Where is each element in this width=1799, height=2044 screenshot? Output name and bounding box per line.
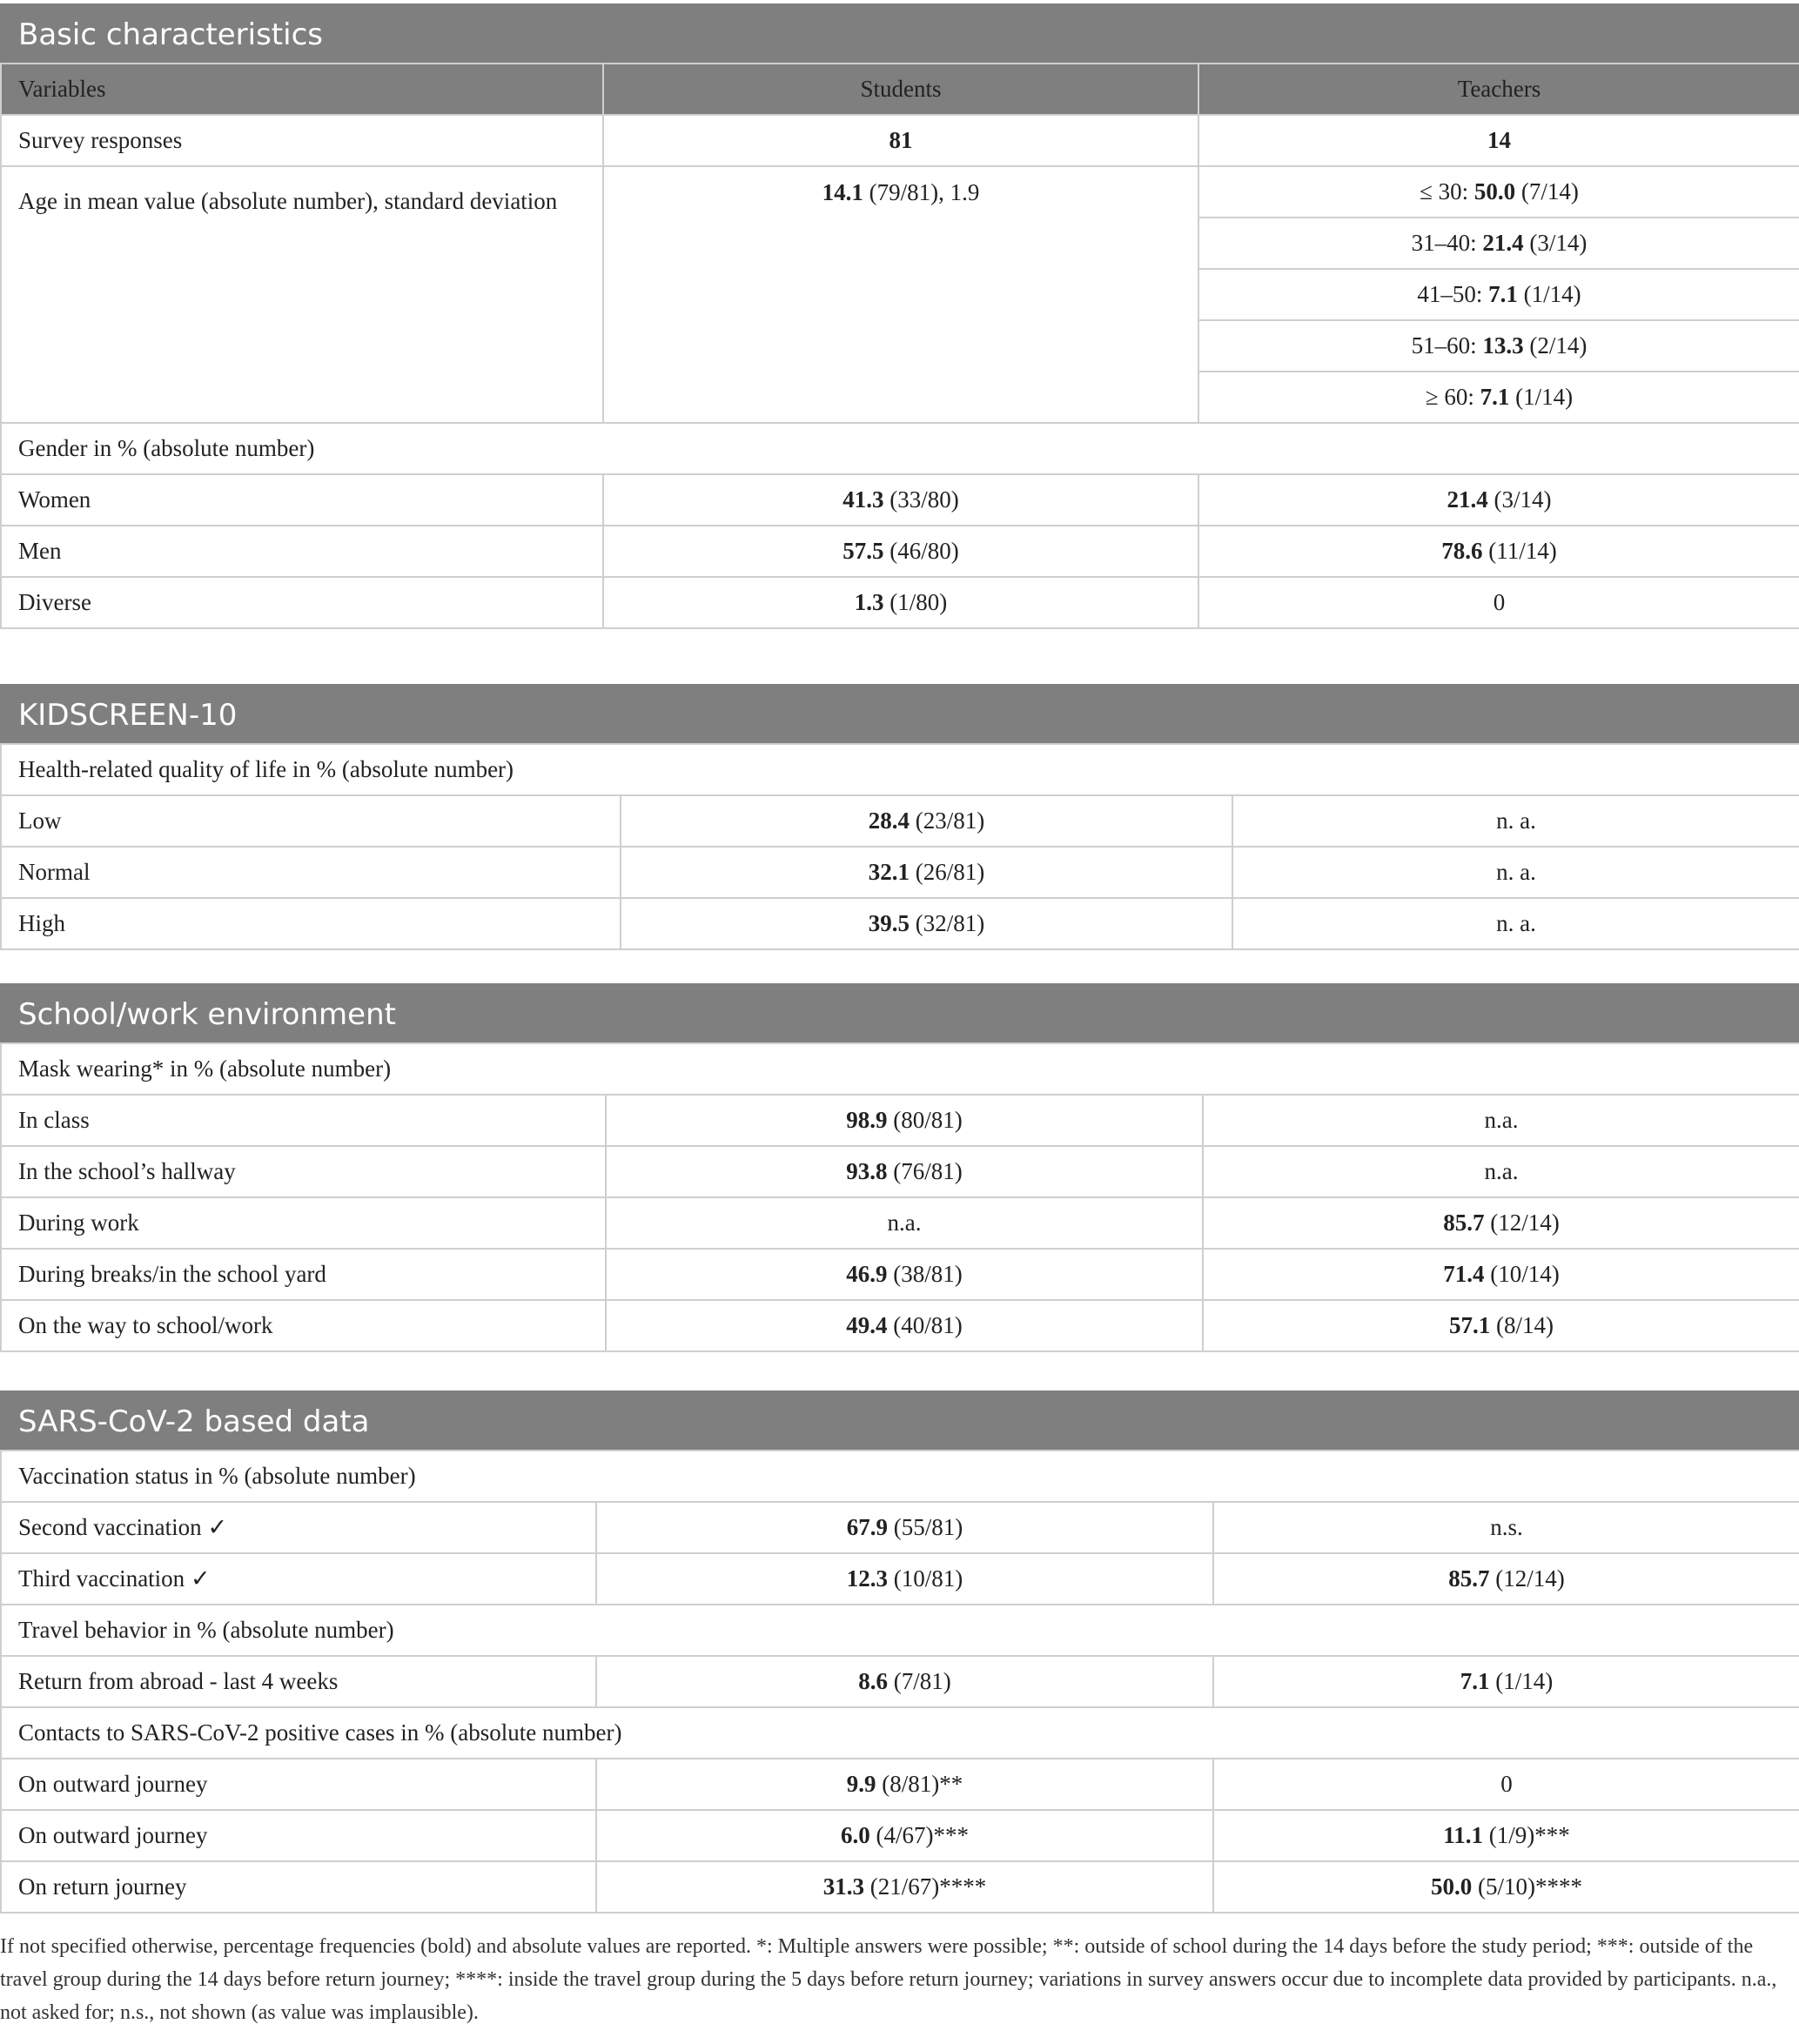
students-bold: 32.1 [868,859,910,885]
section-title-sars: SARS-CoV-2 based data [0,1391,1799,1450]
table-row [1,526,1799,577]
table-row [1,166,1799,218]
subheader: Gender in % (absolute number) [1,423,1799,474]
band-label: ≤ 30: [1420,178,1474,204]
students-bold: 28.4 [868,808,910,834]
table-row [1,1553,1799,1605]
students-bold: 6.0 [841,1822,870,1848]
teachers-rest: (1/9)*** [1483,1822,1570,1848]
table-subheader-row [1,1451,1799,1502]
students-rest: (80/81) [887,1107,963,1133]
students-bold: 67.9 [846,1514,888,1540]
band-bold: 7.1 [1488,281,1518,307]
row-label: On outward journey [1,1810,596,1861]
table-row [1,1095,1799,1146]
students-rest: (21/67)**** [864,1873,987,1900]
students-rest: (26/81) [910,859,985,885]
row-label: Men [1,526,603,577]
subheader: Mask wearing* in % (absolute number) [1,1043,1799,1095]
students-value: 81 [889,127,913,153]
band-rest: (1/14) [1517,281,1581,307]
students-value [606,1146,1203,1197]
students-rest: (55/81) [888,1514,963,1540]
teachers-age-band [1198,166,1799,218]
students-rest: (33/80) [883,486,959,513]
header-students: Students [603,64,1198,115]
table-row [1,1502,1799,1553]
students-value [606,1095,1203,1146]
row-label-text: Second vaccination [18,1514,202,1540]
students-value [603,526,1198,577]
table-footnote: If not specified otherwise, percentage frequencies (bold) and absolute values are reported. *: Multiple answers were possible; **: outside of school during the 14 days before the study period; ***: outside of the travel group during the 14 days before return journey; ****: inside the travel group during the 5 days before return journey; variations in survey answers occur due to incomplete data provided by participants. n.a., not asked for; n.s., not shown (as value was implausible). [0,1935,1777,2024]
header-variables: Variables [1,64,603,115]
school-work-section [0,983,1799,1352]
table-row [1,1759,1799,1810]
table-subheader-row [1,423,1799,474]
basic-characteristics-section [0,3,1799,629]
row-label: Women [1,474,603,526]
row-label: Diverse [1,577,603,628]
section-title-kidscreen: KIDSCREEN-10 [0,684,1799,743]
table-row [1,115,1799,166]
teachers-rest: (12/14) [1489,1565,1565,1592]
students-value [596,1759,1213,1810]
students-rest: (46/80) [883,538,959,564]
students-value [603,474,1198,526]
students-value [596,1810,1213,1861]
row-label: Return from abroad - last 4 weeks [1,1656,596,1707]
students-bold: 46.9 [846,1261,888,1287]
checkmark-icon: ✓ [207,1514,228,1540]
row-label: During breaks/in the school yard [1,1249,606,1300]
subheader: Travel behavior in % (absolute number) [1,1605,1799,1656]
band-label: 31–40: [1411,230,1483,256]
students-rest: (1/80) [883,589,948,615]
students-bold: 39.5 [868,910,910,936]
teachers-value [1213,1861,1799,1913]
teachers-bold: 71.4 [1443,1261,1485,1287]
kidscreen-section [0,684,1799,950]
students-bold: 49.4 [846,1312,888,1338]
students-rest: (23/81) [910,808,985,834]
teachers-value: 14 [1487,127,1511,153]
teachers-rest: (5/10)**** [1472,1873,1582,1900]
row-label: Normal [1,847,621,898]
table-subheader-row [1,1605,1799,1656]
subheader: Vaccination status in % (absolute number) [1,1451,1799,1502]
teachers-age-band [1198,320,1799,372]
teachers-value [1203,1249,1799,1300]
students-value [621,847,1232,898]
teachers-value: n.a. [1203,1146,1799,1197]
teachers-value: n. a. [1232,847,1799,898]
header-row [1,64,1799,115]
row-label: On the way to school/work [1,1300,606,1351]
row-label: In the school’s hallway [1,1146,606,1197]
students-value [621,898,1232,949]
section-title-basic: Basic characteristics [0,3,1799,63]
teachers-bold: 85.7 [1448,1565,1490,1592]
teachers-rest: (1/14) [1489,1668,1554,1694]
band-rest: (3/14) [1523,230,1588,256]
students-rest: (7/81) [888,1668,951,1694]
sars-cov-2-section [0,1391,1799,1913]
teachers-bold: 85.7 [1443,1210,1485,1236]
band-label: 41–50: [1417,281,1489,307]
row-label: On return journey [1,1861,596,1913]
students-bold: 57.5 [842,538,884,564]
band-label: ≥ 60: [1425,384,1480,410]
table-subheader-row [1,1043,1799,1095]
checkmark-icon: ✓ [190,1565,211,1592]
basic-table [0,63,1799,629]
teachers-rest: (3/14) [1487,486,1552,513]
teachers-value: n. a. [1232,898,1799,949]
band-bold: 50.0 [1473,178,1516,204]
students-rest: (8/81)** [876,1771,963,1797]
row-label [1,1502,596,1553]
band-bold: 13.3 [1482,332,1524,359]
students-value [606,1249,1203,1300]
students-bold: 1.3 [854,589,884,615]
table-row [1,795,1799,847]
school-table [0,1042,1799,1352]
teachers-value [1198,526,1799,577]
band-rest: (7/14) [1515,178,1579,204]
teachers-value: 0 [1213,1759,1799,1810]
teachers-rest: (10/14) [1484,1261,1560,1287]
students-value [596,1656,1213,1707]
table-row [1,1300,1799,1351]
table-row [1,474,1799,526]
teachers-bold: 11.1 [1443,1822,1484,1848]
teachers-value [1213,1810,1799,1861]
students-value [596,1861,1213,1913]
students-value [606,1300,1203,1351]
teachers-value [1203,1300,1799,1351]
row-label: High [1,898,621,949]
band-bold: 7.1 [1480,384,1510,410]
row-label [1,1553,596,1605]
students-rest: (4/67)*** [869,1822,969,1848]
teachers-value [1213,1656,1799,1707]
band-rest: (1/14) [1509,384,1574,410]
students-bold: 41.3 [842,486,884,513]
teachers-value [1198,474,1799,526]
table-row [1,898,1799,949]
table-row [1,847,1799,898]
students-bold: 31.3 [822,1873,864,1900]
header-teachers: Teachers [1198,64,1799,115]
students-value [596,1553,1213,1605]
table-subheader-row [1,744,1799,795]
band-bold: 21.4 [1482,230,1524,256]
students-value: n.a. [606,1197,1203,1249]
students-rest: (32/81) [910,910,985,936]
section-title-school: School/work environment [0,983,1799,1042]
teachers-bold: 7.1 [1460,1668,1490,1694]
teachers-age-band [1198,269,1799,320]
teachers-age-band [1198,372,1799,423]
students-bold: 14.1 [822,179,863,205]
students-bold: 8.6 [858,1668,888,1694]
students-rest: (76/81) [887,1158,963,1184]
kidscreen-table [0,743,1799,950]
students-value [603,577,1198,628]
row-label: Low [1,795,621,847]
band-label: 51–60: [1411,332,1483,359]
table-row [1,1249,1799,1300]
teachers-bold: 57.1 [1449,1312,1491,1338]
table-row [1,1861,1799,1913]
teachers-age-band [1198,218,1799,269]
teachers-rest: (11/14) [1482,538,1557,564]
teachers-value: n.a. [1203,1095,1799,1146]
table-subheader-row [1,1707,1799,1759]
table-row [1,1810,1799,1861]
students-bold: 98.9 [846,1107,888,1133]
subheader: Health-related quality of life in % (absolute number) [1,744,1799,795]
band-rest: (2/14) [1523,332,1588,359]
teachers-bold: 50.0 [1431,1873,1473,1900]
students-rest: (79/81), 1.9 [863,179,980,205]
teachers-rest: (8/14) [1490,1312,1554,1338]
subheader: Contacts to SARS-CoV-2 positive cases in % (absolute number) [1,1707,1799,1759]
teachers-value: 0 [1198,577,1799,628]
teachers-value: n. a. [1232,795,1799,847]
students-rest: (40/81) [887,1312,963,1338]
teachers-bold: 78.6 [1441,538,1483,564]
teachers-rest: (12/14) [1484,1210,1560,1236]
sars-table [0,1450,1799,1913]
students-value [621,795,1232,847]
students-bold: 12.3 [846,1565,888,1592]
table-row [1,1146,1799,1197]
row-label: During work [1,1197,606,1249]
teachers-value [1213,1553,1799,1605]
students-bold: 93.8 [846,1158,888,1184]
row-label: In class [1,1095,606,1146]
table-row [1,577,1799,628]
table-row [1,1656,1799,1707]
students-value [603,166,1198,423]
students-rest: (10/81) [888,1565,963,1592]
row-label: On outward journey [1,1759,596,1810]
students-value [596,1502,1213,1553]
row-label-text: Third vaccination [18,1565,185,1592]
table-row [1,1197,1799,1249]
teachers-value [1203,1197,1799,1249]
teachers-bold: 21.4 [1447,486,1488,513]
students-rest: (38/81) [887,1261,963,1287]
row-label: Age in mean value (absolute number), standard deviation [1,166,603,423]
teachers-value: n.s. [1213,1502,1799,1553]
students-bold: 9.9 [846,1771,876,1797]
row-label: Survey responses [1,115,603,166]
